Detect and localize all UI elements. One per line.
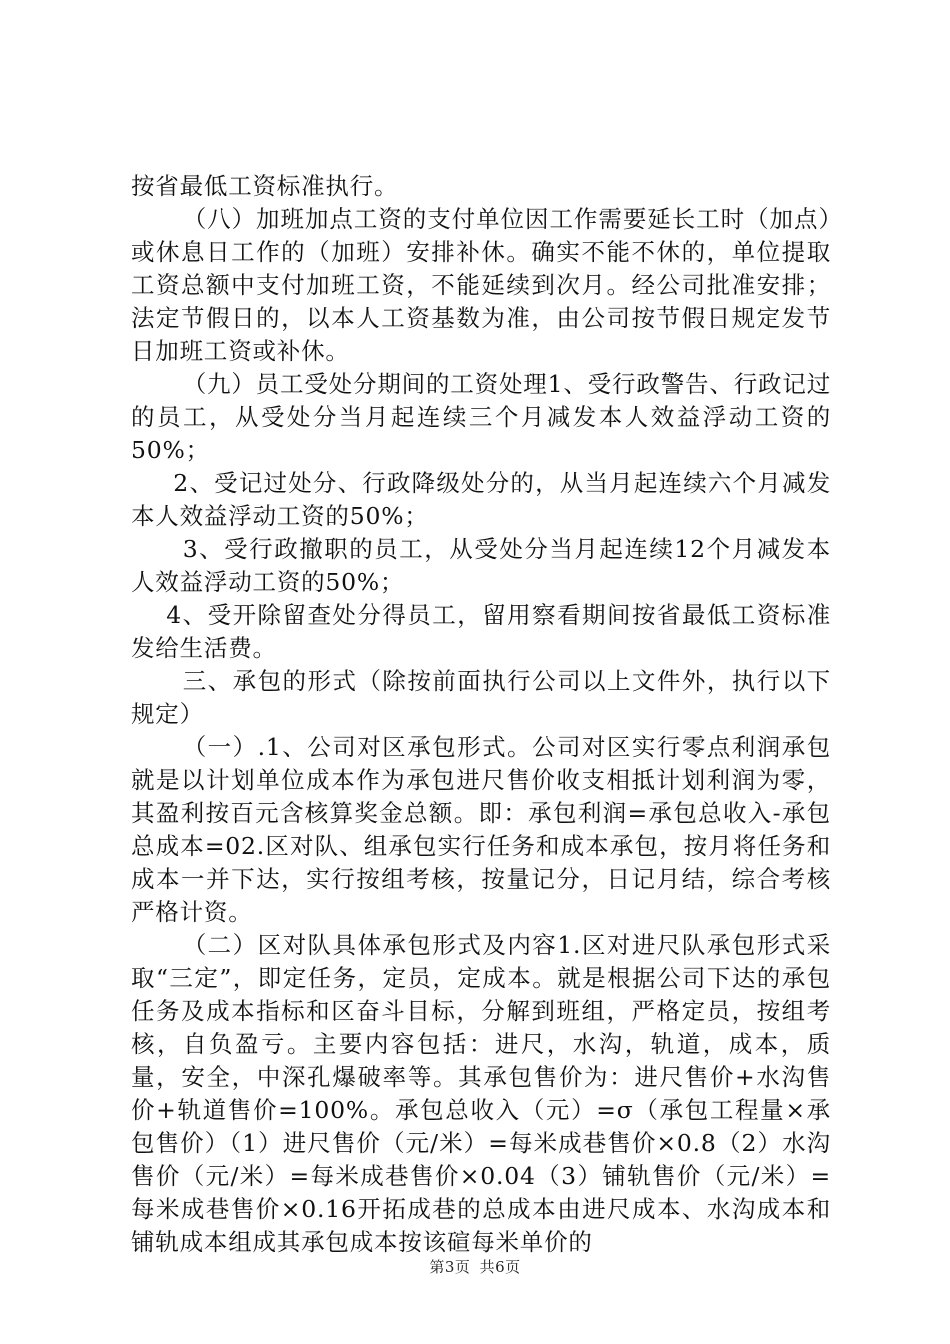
paragraph-section-3-heading: 三、承包的形式（除按前面执行公司以上文件外，执行以下规定）	[131, 667, 831, 728]
paragraph-contract-form-2: （二）区对队具体承包形式及内容1.区对进尺队承包形式采取“三定”，即定任务，定员，定成本。就是根据公司下达的承包任务及成本指标和区奋斗目标，分解到班组，严格定员，按组考核，自负盈亏。主要内容包括：进尺，水沟，轨道，成本，质量，安全，中深孔爆破率等。其承包售价为：进尺售价+水沟售价+轨道售价=100%。承包总收入（元）=σ（承包工程量×承包售价）（1）进尺售价（元/米）=每米成巷售价×0.8（2）水沟售价（元/米）=每米成巷售价×0.04（3）铺轨售价（元/米）=每米成巷售价×0.16开拓成巷的总成本由进尺成本、水沟成本和铺轨成本组成其承包成本按该碹每米单价的	[131, 931, 831, 1256]
paragraph-item-3: 3、受行政撤职的员工，从受处分当月起连续12个月减发本人效益浮动工资的50%；	[131, 535, 831, 596]
paragraph-item-4: 4、受开除留查处分得员工，留用察看期间按省最低工资标准发给生活费。	[131, 601, 831, 662]
paragraph-disciplinary-pay: （九）员工受处分期间的工资处理1、受行政警告、行政记过的员工，从受处分当月起连续三个月减发本人效益浮动工资的50%；	[131, 370, 831, 464]
page-footer	[0, 1256, 950, 1277]
paragraph-continuation: 按省最低工资标准执行。	[131, 172, 399, 200]
page-total: 共6页	[479, 1258, 521, 1276]
paragraph-contract-form-1: （一）.1、公司对区承包形式。公司对区实行零点利润承包就是以计划单位成本作为承包进尺售价收支相抵计划利润为零，其盈利按百元含核算奖金总额。即：承包利润=承包总收入-承包总成本=02.区对队、组承包实行任务和成本承包，按月将任务和成本一并下达，实行按组考核，按量记分，日记月结，综合考核严格计资。	[131, 733, 831, 926]
document-body	[131, 170, 831, 1259]
paragraph-overtime-pay: （八）加班加点工资的支付单位因工作需要延长工时（加点）或休息日工作的（加班）安排补休。确实不能不休的，单位提取工资总额中支付加班工资，不能延续到次月。经公司批准安排；法定节假日的，以本人工资基数为准，由公司按节假日规定发节日加班工资或补休。	[131, 205, 831, 365]
page-number: 第3页	[429, 1258, 471, 1276]
paragraph-item-2: 2、受记过处分、行政降级处分的，从当月起连续六个月减发本人效益浮动工资的50%；	[131, 469, 831, 530]
